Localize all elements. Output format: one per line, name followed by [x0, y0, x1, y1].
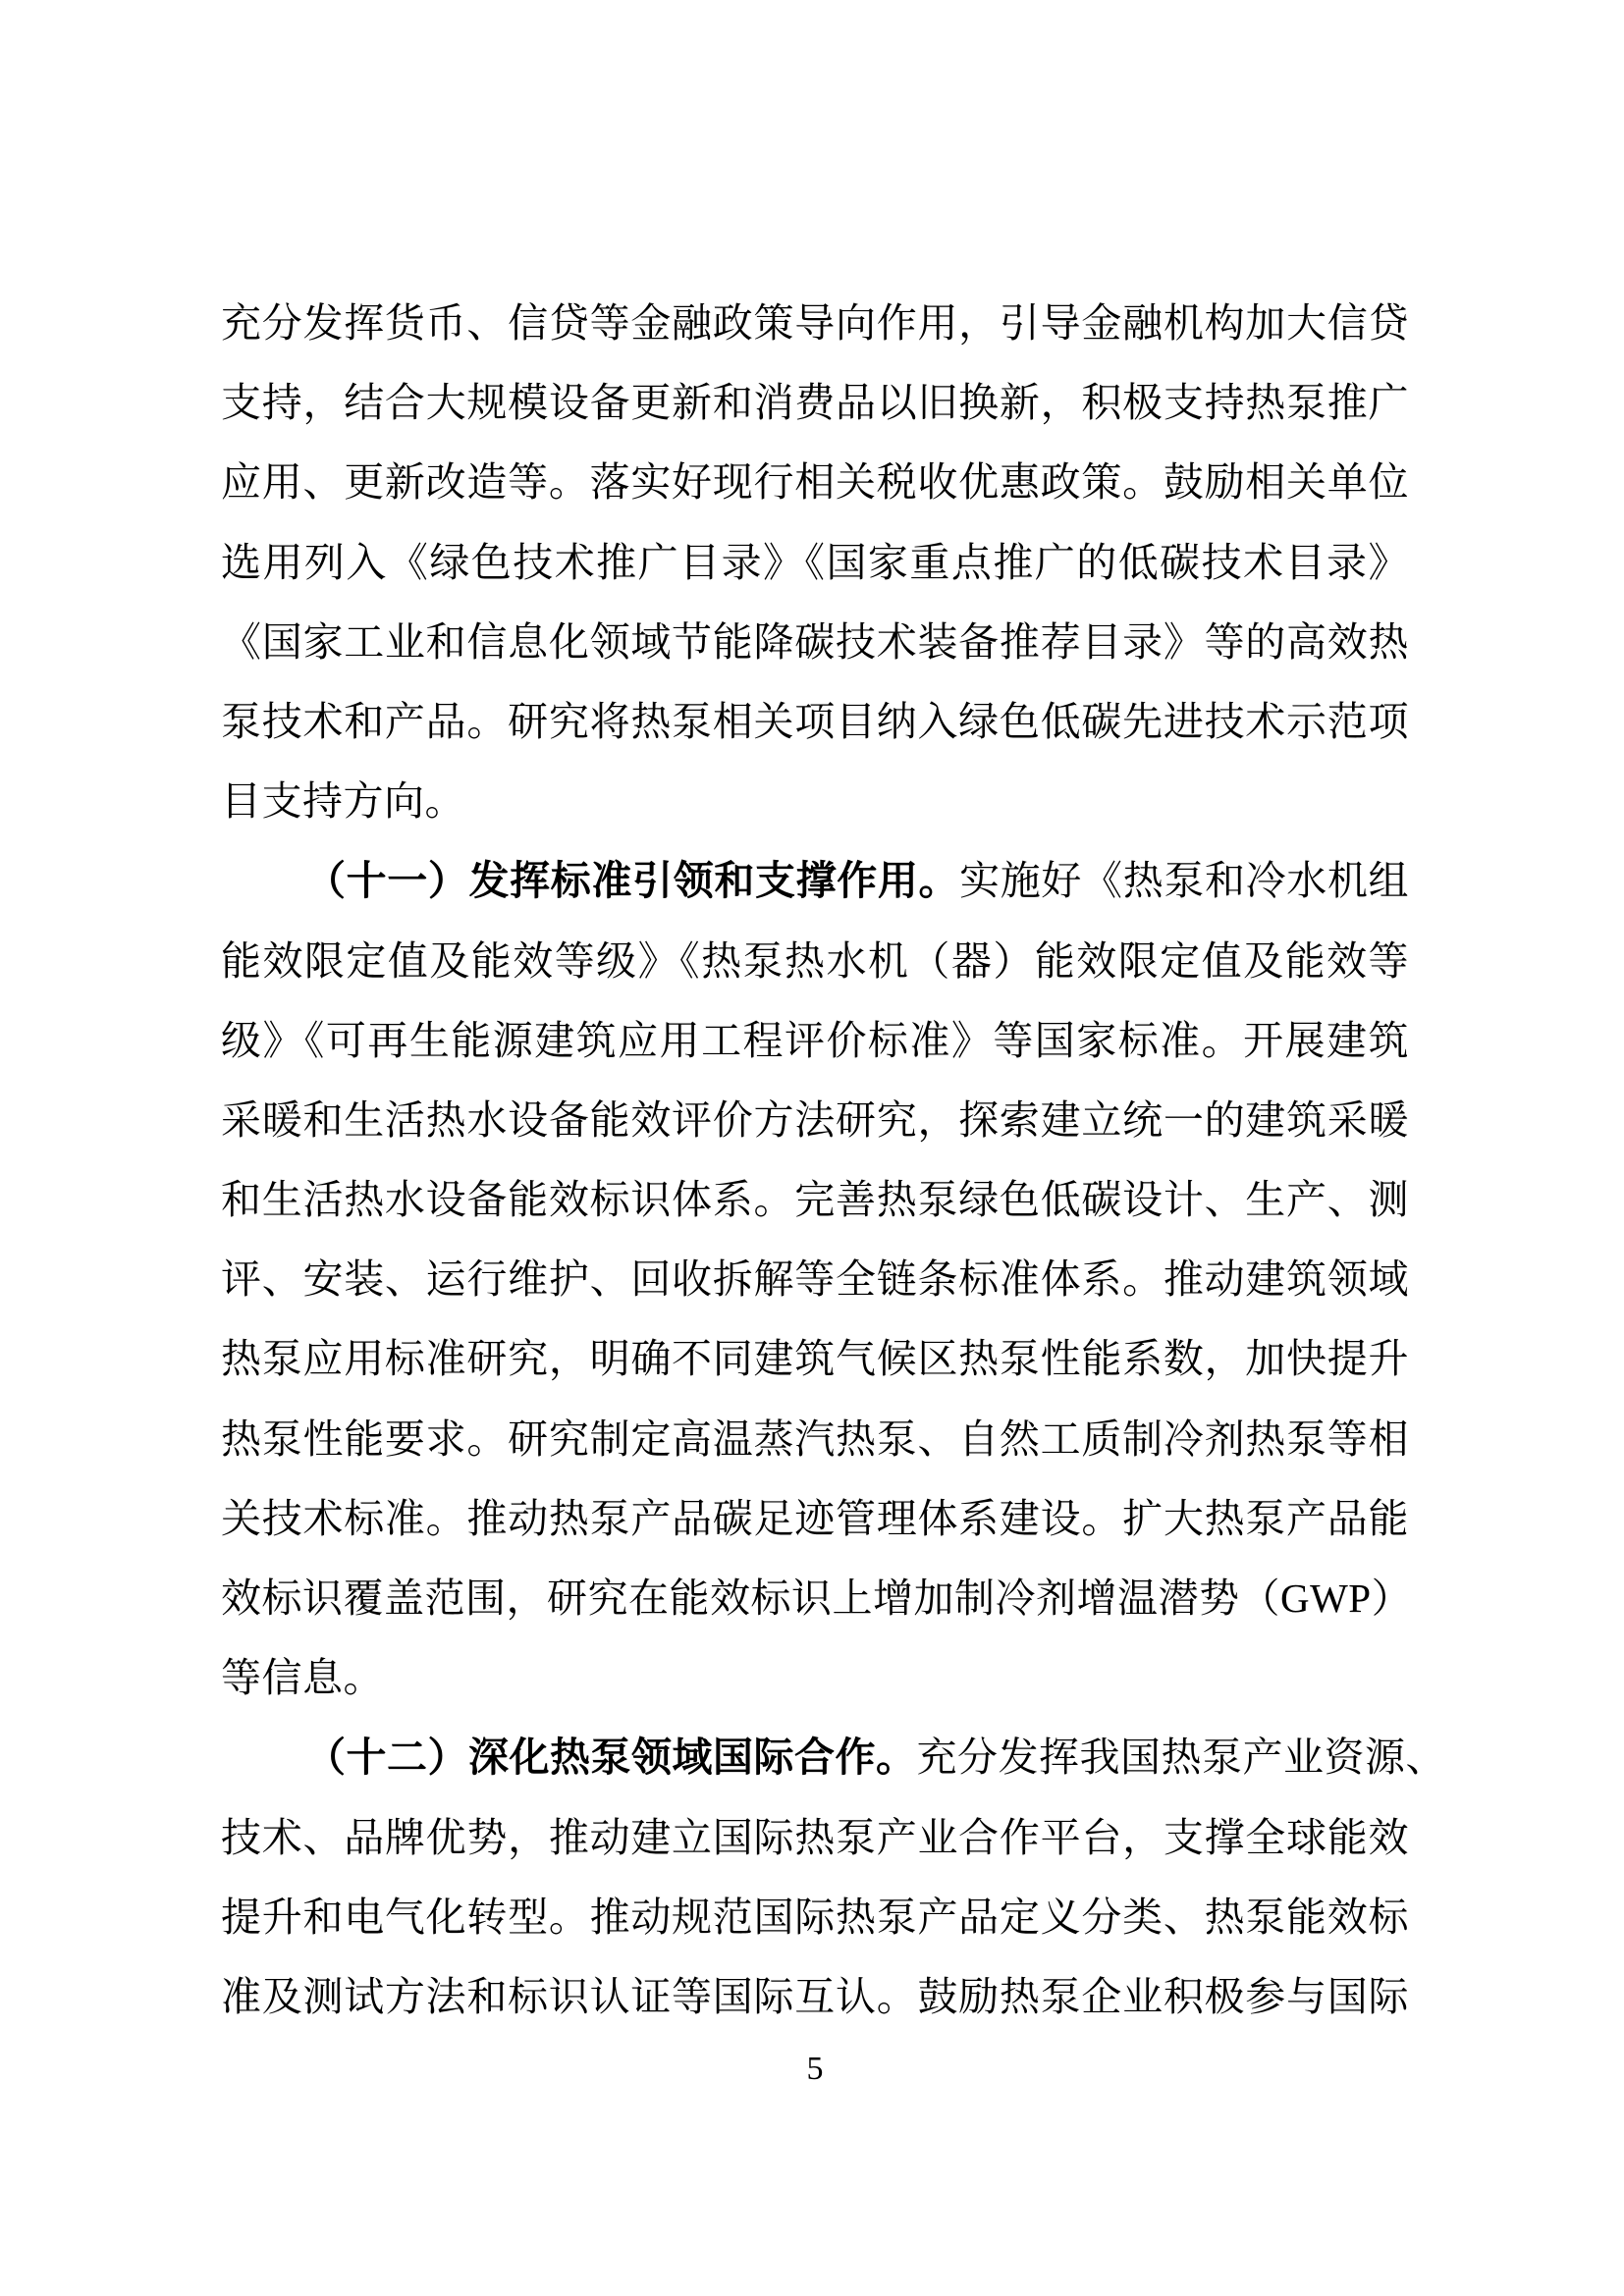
body-line: 热泵性能要求。研究制定高温蒸汽热泵、自然工质制冷剂热泵等相: [221, 1415, 1409, 1462]
body-text: [221, 284, 1446, 2037]
body-line: 能效限定值及能效等级》《热泵热水机（器）能效限定值及能效等: [221, 937, 1409, 984]
body-line: [221, 841, 1409, 921]
body-line: 泵技术和产品。研究将热泵相关项目纳入绿色低碳先进技术示范项: [221, 698, 1409, 744]
section-12-heading: （十二）深化热泵领域国际合作。: [305, 1735, 917, 1781]
body-line: 支持，结合大规模设备更新和消费品以旧换新，积极支持热泵推广: [221, 380, 1409, 426]
body-line: 等信息。: [221, 1655, 384, 1701]
body-line: 选用列入《绿色技术推广目录》《国家重点推广的低碳技术目录》: [221, 539, 1409, 585]
body-line: 热泵应用标准研究，明确不同建筑气候区热泵性能系数，加快提升: [221, 1336, 1409, 1382]
body-line: 准及测试方法和标识认证等国际互认。鼓励热泵企业积极参与国际: [221, 1973, 1409, 2019]
body-line: 提升和电气化转型。推动规范国际热泵产品定义分类、热泵能效标: [221, 1894, 1409, 1940]
body-line: 《国家工业和信息化领域节能降碳技术装备推荐目录》等的高效热: [221, 618, 1409, 665]
body-line: 评、安装、运行维护、回收拆解等全链条标准体系。推动建筑领域: [221, 1256, 1409, 1303]
body-line-text: 充分发挥我国热泵产业资源、: [916, 1735, 1446, 1781]
body-line: [221, 1718, 1446, 1797]
body-line: 级》《可再生能源建筑应用工程评价标准》等国家标准。开展建筑: [221, 1017, 1409, 1063]
body-line-text: 实施好《热泵和冷水机组: [959, 858, 1410, 904]
body-line: 效标识覆盖范围，研究在能效标识上增加制冷剂增温潜势（GWP）: [221, 1575, 1413, 1621]
section-11-heading: （十一）发挥标准引领和支撑作用。: [305, 858, 960, 904]
body-line: 应用、更新改造等。落实好现行相关税收优惠政策。鼓励相关单位: [221, 459, 1409, 506]
body-line: 目支持方向。: [221, 778, 465, 825]
body-line: 和生活热水设备能效标识体系。完善热泵绿色低碳设计、生产、测: [221, 1177, 1409, 1223]
body-line: 关技术标准。推动热泵产品碳足迹管理体系建设。扩大热泵产品能: [221, 1495, 1409, 1541]
body-line: 采暖和生活热水设备能效评价方法研究，探索建立统一的建筑采暖: [221, 1096, 1409, 1143]
body-line: 技术、品牌优势，推动建立国际热泵产业合作平台，支撑全球能效: [221, 1814, 1409, 1860]
body-line: 充分发挥货币、信贷等金融政策导向作用，引导金融机构加大信贷: [221, 300, 1409, 346]
page-number: 5: [806, 2051, 824, 2087]
